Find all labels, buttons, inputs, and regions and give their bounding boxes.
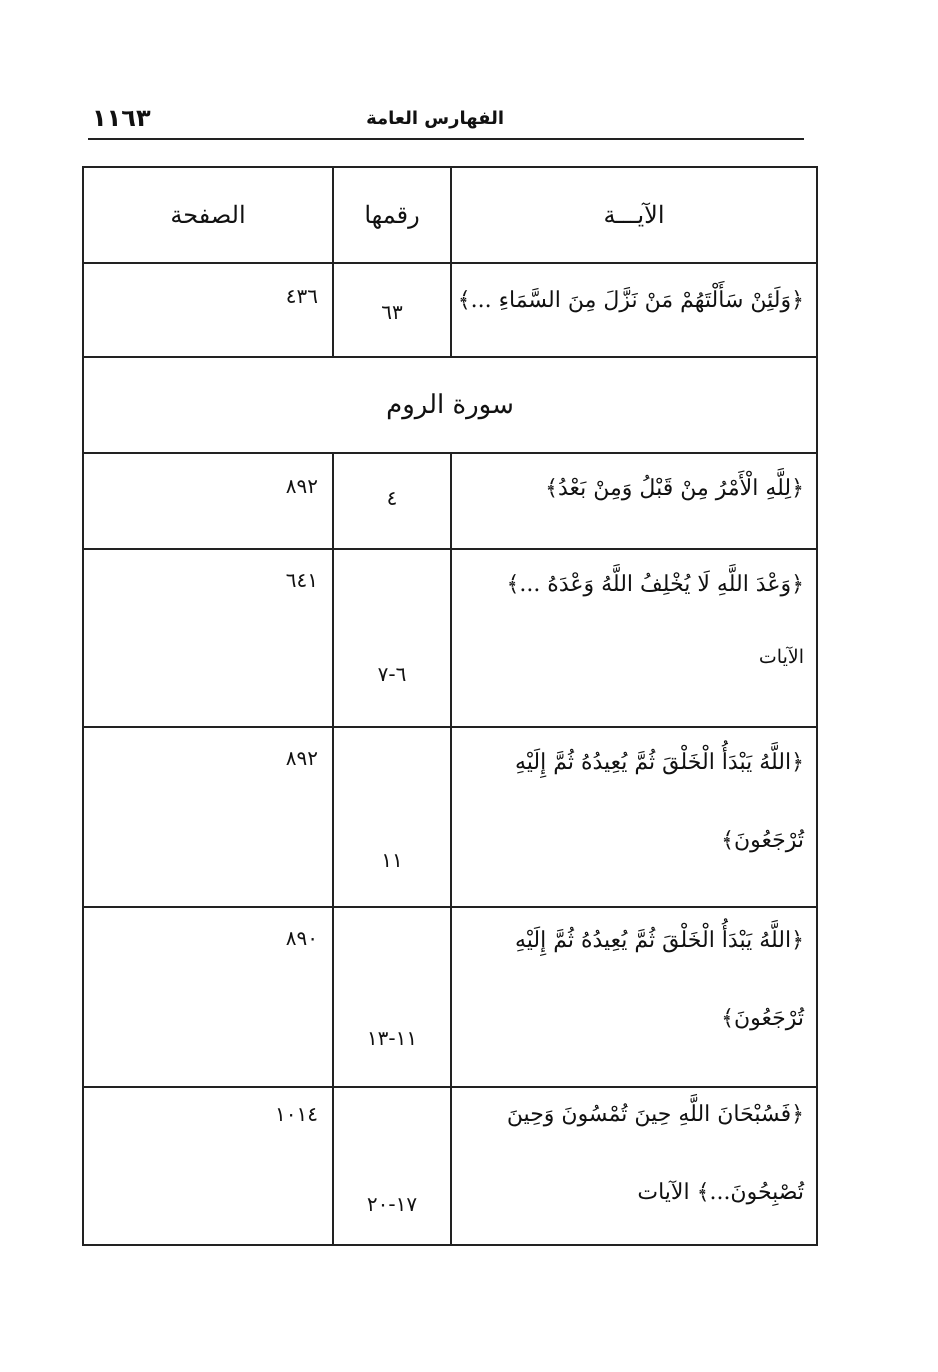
column-header-page: الصفحة (170, 201, 246, 229)
column-header-aya: الآيـــة (450, 168, 816, 262)
verse-number: ١٧-٢٠ (366, 1192, 418, 1216)
page-ref: ٨٩٢ (285, 474, 318, 498)
aya-text: ﴿لِلَّهِ الْأَمْرُ مِنْ قَبْلُ وَمِنْ بَعْدُ﴾ (545, 476, 804, 501)
page-cell (84, 454, 332, 548)
table-row (82, 1088, 818, 1246)
verse-number: ٤ (386, 486, 398, 510)
surah-heading: سورة الروم (386, 390, 514, 420)
verse-number: ٦٣ (381, 300, 403, 324)
page-ref: ٨٩٢ (285, 746, 318, 770)
verse-number: ٦-٧ (377, 662, 407, 686)
aya-text-continued: تُصْبِحُونَ...﴾ الآيات (637, 1180, 804, 1205)
table-row (82, 728, 818, 908)
aya-text-continued: تُرْجَعُونَ﴾ (721, 1006, 804, 1031)
number-cell (332, 454, 450, 548)
verses-index-table (82, 166, 818, 1246)
aya-note: الآيات (758, 646, 804, 668)
page-cell (84, 264, 332, 356)
table-row (82, 454, 818, 550)
number-cell (332, 728, 450, 906)
number-cell (332, 264, 450, 356)
aya-text: ﴿فَسُبْحَانَ اللَّهِ حِينَ تُمْسُونَ وَحِينَ (506, 1102, 804, 1127)
aya-text-continued: تُرْجَعُونَ﴾ (721, 828, 804, 853)
number-cell (332, 1088, 450, 1244)
page-ref: ٨٩٠ (285, 926, 318, 950)
page-number: ١١٦٣ (92, 104, 151, 132)
aya-cell (450, 1088, 816, 1244)
aya-cell (450, 550, 816, 726)
page-cell (84, 728, 332, 906)
page-cell (84, 550, 332, 726)
running-title: الفهارس العامة (366, 108, 504, 129)
page-cell (84, 908, 332, 1086)
aya-cell (450, 264, 816, 356)
table-row (82, 264, 818, 358)
aya-cell (450, 908, 816, 1086)
number-cell (332, 908, 450, 1086)
column-header-number: رقمها (332, 168, 450, 262)
aya-cell (450, 728, 816, 906)
aya-text: ﴿اللَّهُ يَبْدَأُ الْخَلْقَ ثُمَّ يُعِيدُهُ ثُمَّ إِلَيْهِ (514, 928, 804, 953)
page-ref: ٤٣٦ (285, 284, 318, 308)
aya-text: ﴿اللَّهُ يَبْدَأُ الْخَلْقَ ثُمَّ يُعِيدُهُ ثُمَّ إِلَيْهِ (514, 750, 804, 775)
verse-number: ١١ (381, 848, 403, 872)
aya-text: ﴿وَلَئِنْ سَأَلْتَهُمْ مَنْ نَزَّلَ مِنَ السَّمَاءِ ...﴾ (457, 288, 804, 313)
aya-cell (450, 454, 816, 548)
table-row (82, 550, 818, 728)
page-cell (84, 1088, 332, 1244)
table-row (82, 908, 818, 1088)
table-header-row (82, 166, 818, 264)
page-header (88, 100, 804, 140)
page-ref: ٦٤١ (285, 568, 318, 592)
surah-heading-row (82, 358, 818, 454)
page-ref: ١٠١٤ (275, 1102, 318, 1126)
aya-text: ﴿وَعْدَ اللَّهِ لَا يُخْلِفُ اللَّهُ وَعْدَهُ ...﴾ (506, 572, 804, 597)
number-cell (332, 550, 450, 726)
header-rule (88, 138, 804, 140)
verse-number: ١١-١٣ (366, 1026, 418, 1050)
